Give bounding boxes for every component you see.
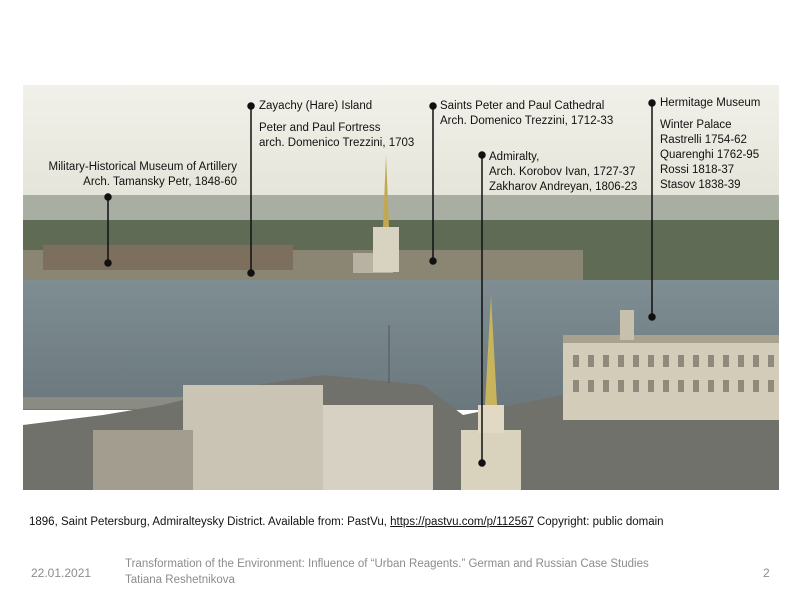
- admiralty-name: Admiralty,: [489, 151, 540, 163]
- museum-name: Military-Historical Museum of Artillery: [48, 161, 237, 173]
- admiralty-architect-1: Arch. Korobov Ivan, 1727-37: [489, 166, 636, 178]
- cathedral-tower: [373, 227, 399, 272]
- hermitage-name: Hermitage Museum: [660, 97, 761, 109]
- photo-caption: [29, 516, 664, 528]
- footer-date: 22.01.2021: [31, 566, 92, 580]
- fortress-architect: arch. Domenico Trezzini, 1703: [259, 137, 415, 149]
- caption-text: 1896, Saint Petersburg, Admiralteysky District. Available from: PastVu,: [29, 516, 391, 528]
- caption-copyright: Copyright: public domain: [533, 516, 664, 528]
- cathedral-name: Saints Peter and Paul Cathedral: [440, 100, 605, 112]
- page-number: 2: [763, 566, 770, 580]
- hermitage-architect-4: Stasov 1838-39: [660, 179, 741, 191]
- admiralty-building: [461, 430, 521, 490]
- admiralty-architect-2: Zakharov Andreyan, 1806-23: [489, 181, 638, 193]
- museum-label: [29, 160, 237, 190]
- admiralty-label: [489, 150, 637, 195]
- footer-author: Tatiana Reshetnikova: [125, 574, 235, 586]
- winter-palace: [563, 340, 779, 420]
- cathedral-label: [440, 99, 613, 129]
- winter-palace-name: Winter Palace: [660, 119, 732, 131]
- footer-title-line-1: Transformation of the Environment: Influence of “Urban Reagents.” German and Russian Case Studies: [125, 558, 649, 570]
- hermitage-label: [660, 96, 760, 193]
- caption-link[interactable]: https://pastvu.com/p/112567: [390, 516, 534, 528]
- hermitage-architect-1: Rastrelli 1754-62: [660, 134, 747, 146]
- fortress-name: Peter and Paul Fortress: [259, 122, 381, 134]
- island-label: [259, 99, 414, 151]
- island-name: Zayachy (Hare) Island: [259, 100, 373, 112]
- footer-title: [125, 556, 649, 588]
- hermitage-architect-3: Rossi 1818-37: [660, 164, 735, 176]
- hermitage-architect-2: Quarenghi 1762-95: [660, 149, 760, 161]
- museum-architect: Arch. Tamansky Petr, 1848-60: [83, 176, 237, 188]
- cathedral-architect: Arch. Domenico Trezzini, 1712-33: [440, 115, 614, 127]
